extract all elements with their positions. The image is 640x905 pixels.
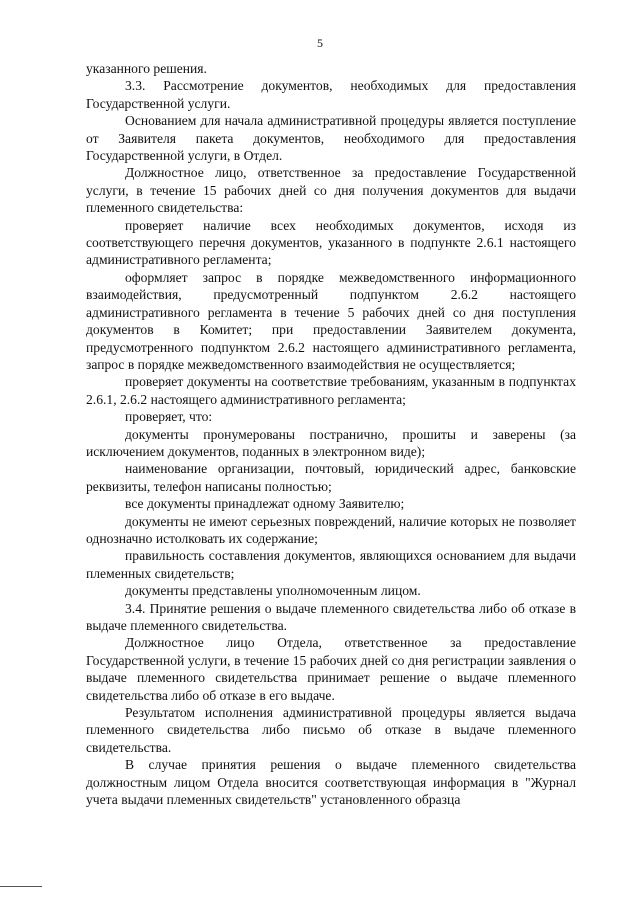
margin-line	[0, 886, 42, 887]
paragraph: Должностное лицо, ответственное за предоставление Государственной услуги, в течение 15 рабочих дней со дня получения документов для выдачи племенного свидетельства:	[86, 165, 576, 216]
paragraph: Результатом исполнения административной процедуры является выдача племенного свидетельства либо письмо об отказе в выдаче племенного свидетельства.	[86, 705, 576, 755]
section-heading-3-4: 3.4. Принятие решения о выдаче племенного свидетельства либо об отказе в выдаче племенного свидетельства.	[86, 600, 576, 633]
list-item: проверяет наличие всех необходимых документов, исходя из соответствующего перечня документов, указанного в подпункте 2.6.1 настоящего административного регламента;	[86, 217, 576, 268]
paragraph: В случае принятия решения о выдаче племенного свидетельства должностным лицом Отдела вносится соответствующая информация в "Журнал учета выдачи племенных свидетельств" установленного образца	[86, 757, 576, 808]
page-number: 5	[317, 36, 323, 50]
paragraph: указанного решения.	[86, 61, 207, 76]
paragraph: Основанием для начала административной процедуры является поступление от Заявителя пакета документов, необходимого для предоставления Государственной услуги, в Отдел.	[86, 113, 576, 164]
document-body	[86, 60, 576, 808]
list-item: документы не имеют серьезных повреждений, наличие которых не позволяет однозначно истолковать их содержание;	[86, 513, 576, 546]
list-item: оформляет запрос в порядке межведомственного информационного взаимодействия, предусмотренный подпунктом 2.6.2 настоящего административного регламента в течение 5 рабочих дней со дня поступления документов в Комитет; при предоставлении Заявителем документа, предусмотренного подпунктом 2.6.2 настоящего административного регламента, запрос в порядке межведомственного взаимодействия не осуществляется;	[86, 269, 576, 372]
list-item: документы пронумерованы постранично, прошиты и заверены (за исключением документов, поданных в электронном виде);	[86, 426, 576, 459]
list-item: документы представлены уполномоченным лицом.	[125, 583, 421, 599]
list-item: наименование организации, почтовый, юридический адрес, банковские реквизиты, телефон написаны полностью;	[86, 461, 576, 494]
paragraph: Должностное лицо Отдела, ответственное за предоставление Государственной услуги, в течение 15 рабочих дней со дня регистрации заявления о выдаче племенного свидетельства принимает решение о выдаче племенного свидетельства либо об отказе в его выдаче.	[86, 635, 576, 703]
list-item: все документы принадлежат одному Заявителю;	[125, 496, 405, 512]
section-heading-3-3: 3.3. Рассмотрение документов, необходимых для предоставления Государственной услуги.	[86, 78, 576, 111]
list-item: правильность составления документов, являющихся основанием для выдачи племенных свидетельств;	[86, 548, 576, 581]
list-item: проверяет, что:	[125, 409, 213, 425]
list-item: проверяет документы на соответствие требованиям, указанным в подпунктах 2.6.1, 2.6.2 настоящего административного регламента;	[86, 374, 576, 407]
